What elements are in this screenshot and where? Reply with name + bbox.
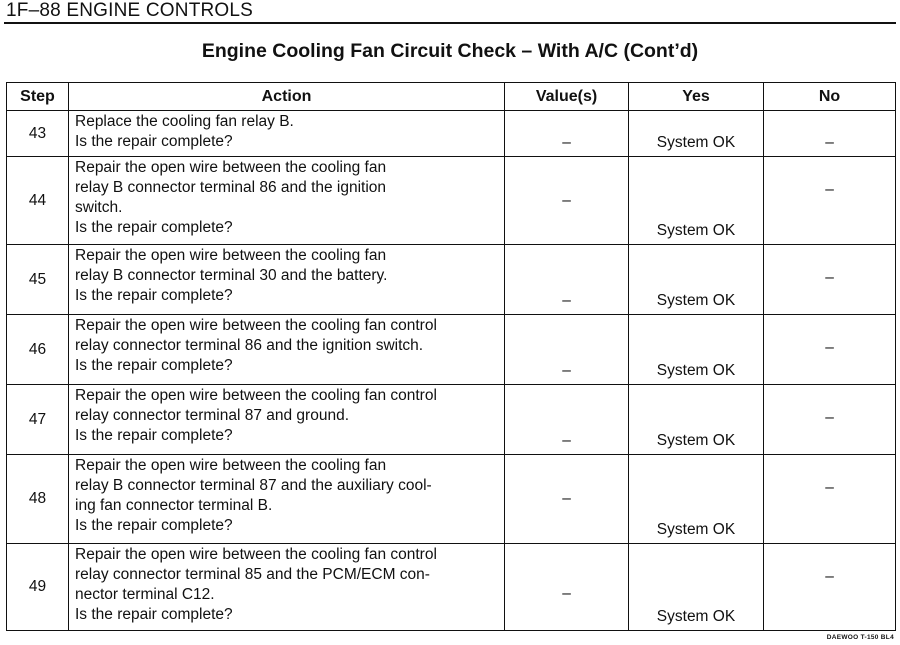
action-line: relay B connector terminal 86 and the ignition xyxy=(75,179,387,196)
action-line: Repair the open wire between the cooling fan control xyxy=(75,546,437,563)
no-text: – xyxy=(825,568,834,585)
yes-text: System OK xyxy=(656,608,736,625)
table-row xyxy=(7,385,896,455)
value-cell xyxy=(505,111,629,157)
table-row xyxy=(7,111,896,157)
yes-text: System OK xyxy=(656,362,736,379)
no-cell xyxy=(764,157,896,245)
yes-text: System OK xyxy=(656,222,736,239)
action-line: Repair the open wire between the cooling fan xyxy=(75,159,387,176)
value-text: – xyxy=(562,584,571,602)
action-line: Repair the open wire between the cooling fan xyxy=(75,457,387,474)
table-row xyxy=(7,157,896,245)
step-number: 44 xyxy=(7,157,69,245)
action-line: Repair the open wire between the cooling fan control xyxy=(75,317,437,334)
action-cell xyxy=(69,245,505,315)
step-number: 46 xyxy=(7,315,69,385)
yes-text: System OK xyxy=(656,432,736,449)
value-cell xyxy=(505,544,629,631)
column-header-yes: Yes xyxy=(629,83,764,111)
footer-code: DAEWOO T-150 BL4 xyxy=(826,634,894,641)
value-cell xyxy=(505,315,629,385)
value-text: – xyxy=(562,191,571,209)
no-cell xyxy=(764,245,896,315)
action-cell xyxy=(69,157,505,245)
action-question: Is the repair complete? xyxy=(75,287,233,304)
yes-cell xyxy=(629,385,764,455)
action-line: Repair the open wire between the cooling fan control xyxy=(75,387,437,404)
no-text: – xyxy=(825,181,834,198)
step-number: 47 xyxy=(7,385,69,455)
value-cell xyxy=(505,157,629,245)
action-question: Is the repair complete? xyxy=(75,606,233,623)
no-text: – xyxy=(825,269,834,286)
yes-cell xyxy=(629,544,764,631)
no-cell xyxy=(764,315,896,385)
action-cell xyxy=(69,455,505,544)
action-line: nector terminal C12. xyxy=(75,586,215,603)
step-number: 49 xyxy=(7,544,69,631)
header-rule xyxy=(4,22,896,24)
no-text: – xyxy=(825,134,834,151)
action-line: relay B connector terminal 30 and the battery. xyxy=(75,267,388,284)
table-row xyxy=(7,544,896,631)
action-line: relay B connector terminal 87 and the auxiliary cool- xyxy=(75,477,432,494)
no-cell xyxy=(764,544,896,631)
yes-cell xyxy=(629,315,764,385)
action-cell xyxy=(69,544,505,631)
yes-cell xyxy=(629,111,764,157)
yes-text: System OK xyxy=(656,134,736,151)
action-line: ing fan connector terminal B. xyxy=(75,497,273,514)
no-text: – xyxy=(825,339,834,356)
yes-cell xyxy=(629,455,764,544)
action-line: relay connector terminal 85 and the PCM/ECM con- xyxy=(75,566,430,583)
table-header-row xyxy=(7,83,896,111)
action-line: Replace the cooling fan relay B. xyxy=(75,113,294,130)
value-text: – xyxy=(562,292,571,309)
action-cell xyxy=(69,111,505,157)
column-header-value: Value(s) xyxy=(505,83,629,111)
action-line: Repair the open wire between the cooling fan xyxy=(75,247,387,264)
action-question: Is the repair complete? xyxy=(75,133,233,150)
step-number: 48 xyxy=(7,455,69,544)
action-line: switch. xyxy=(75,199,123,216)
value-cell xyxy=(505,455,629,544)
table-row xyxy=(7,455,896,544)
column-header-action: Action xyxy=(69,83,505,111)
yes-cell xyxy=(629,157,764,245)
action-question: Is the repair complete? xyxy=(75,219,233,236)
no-cell xyxy=(764,385,896,455)
table-row xyxy=(7,245,896,315)
value-cell xyxy=(505,385,629,455)
table-row xyxy=(7,315,896,385)
action-line: relay connector terminal 86 and the ignition switch. xyxy=(75,337,424,354)
no-cell xyxy=(764,111,896,157)
action-line: relay connector terminal 87 and ground. xyxy=(75,407,349,424)
action-cell xyxy=(69,315,505,385)
page-header: 1F–88 ENGINE CONTROLS xyxy=(6,0,254,21)
yes-cell xyxy=(629,245,764,315)
value-text: – xyxy=(562,432,571,449)
no-text: – xyxy=(825,409,834,426)
procedure-table xyxy=(6,82,896,631)
action-question: Is the repair complete? xyxy=(75,517,233,534)
step-number: 45 xyxy=(7,245,69,315)
value-cell xyxy=(505,245,629,315)
action-question: Is the repair complete? xyxy=(75,427,233,444)
no-cell xyxy=(764,455,896,544)
column-header-no: No xyxy=(764,83,896,111)
step-number: 43 xyxy=(7,111,69,157)
value-text: – xyxy=(562,490,571,507)
yes-text: System OK xyxy=(656,292,736,309)
action-cell xyxy=(69,385,505,455)
no-text: – xyxy=(825,479,834,496)
yes-text: System OK xyxy=(656,521,736,538)
value-text: – xyxy=(562,362,571,379)
value-text: – xyxy=(562,134,571,151)
action-question: Is the repair complete? xyxy=(75,357,233,374)
page-title: Engine Cooling Fan Circuit Check – With A/C (Cont’d) xyxy=(201,40,699,62)
column-header-step: Step xyxy=(7,83,69,111)
